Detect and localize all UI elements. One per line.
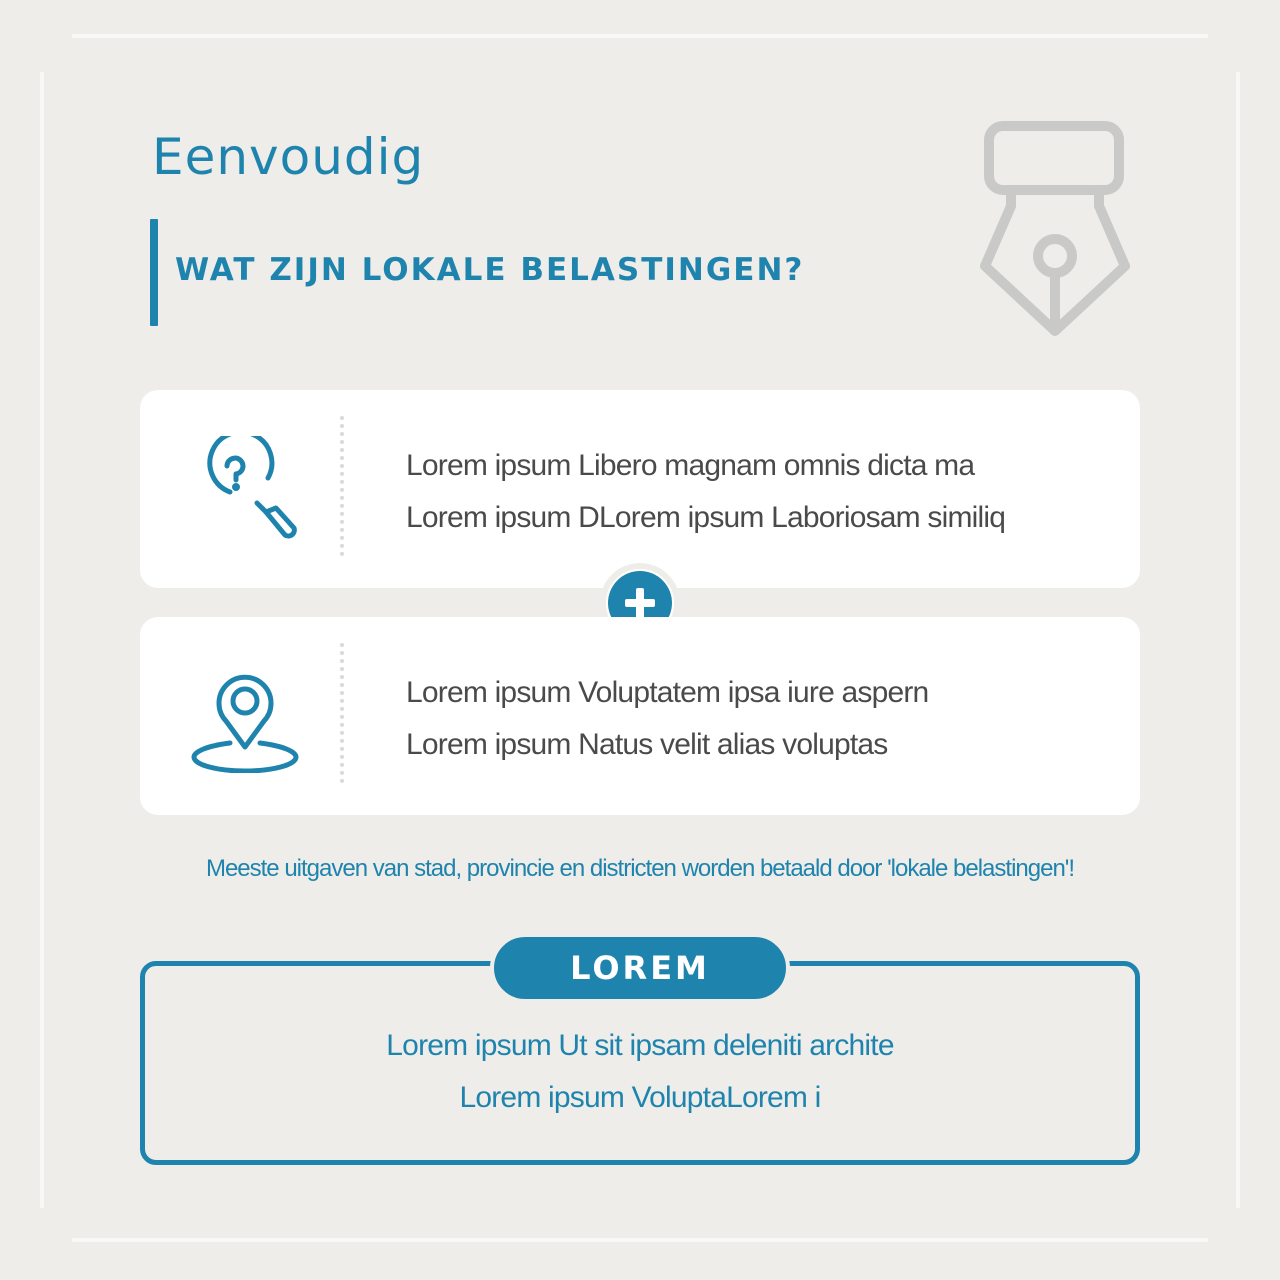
frame-bottom-line [72, 1238, 1208, 1242]
card-line: Lorem ipsum DLorem ipsum Laboriosam similiq [406, 501, 1006, 534]
note-text: Meeste uitgaven van stad, provincie en districten worden betaald door 'lokale belastingen'! [205, 855, 1075, 882]
card-divider [340, 643, 344, 783]
card-divider [340, 416, 344, 556]
summary-line: Lorem ipsum VoluptaLorem i [459, 1081, 821, 1114]
page-heading: WAT ZIJN LOKALE BELASTINGEN? [175, 252, 805, 288]
card-text [406, 440, 1005, 544]
summary-text [0, 1020, 1280, 1124]
info-card [140, 617, 1140, 815]
brand-title: Eenvoudig [152, 128, 425, 186]
card-line: Lorem ipsum Voluptatem ipsa iure aspern [406, 676, 929, 709]
summary-line: Lorem ipsum Ut sit ipsam deleniti archite [386, 1029, 894, 1062]
card-text [406, 667, 928, 771]
location-pin-icon [190, 663, 300, 773]
card-line: Lorem ipsum Natus velit alias voluptas [406, 728, 888, 761]
summary-label-pill: LOREM [490, 933, 790, 1003]
info-card [140, 390, 1140, 588]
card-line: Lorem ipsum Libero magnam omnis dicta ma [406, 449, 975, 482]
fountain-pen-icon [975, 116, 1135, 346]
frame-top-line [72, 34, 1208, 38]
heading-accent-bar [150, 219, 158, 326]
search-question-icon [190, 436, 300, 546]
